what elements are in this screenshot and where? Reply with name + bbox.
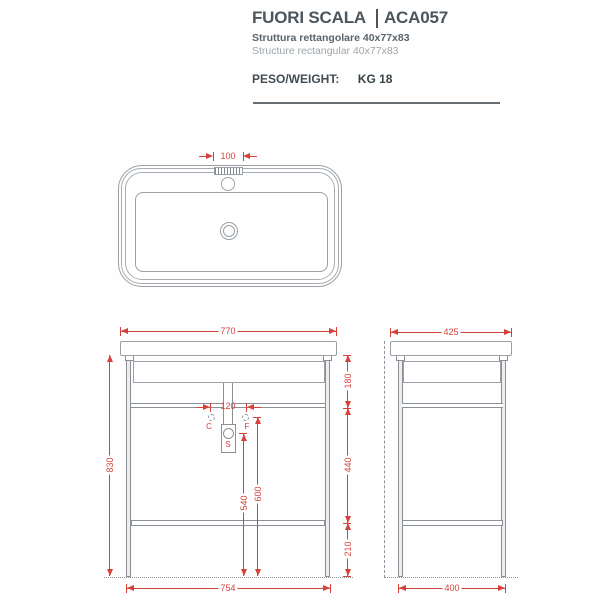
- dim-label: 770: [220, 326, 236, 336]
- dim-label: 540: [238, 495, 249, 511]
- front-sink-slab: [120, 341, 337, 356]
- weight-row: [252, 70, 448, 88]
- product-code: ACA057: [383, 8, 448, 27]
- supply-right-label: F: [244, 422, 250, 431]
- dim-label: 120: [220, 401, 236, 411]
- drain-label: S: [225, 440, 231, 449]
- divider-line: [253, 102, 500, 104]
- side-sink-slab: [390, 341, 512, 356]
- title-separator: [376, 9, 378, 28]
- header: [252, 8, 448, 88]
- faucet-hole: [221, 177, 235, 191]
- side-top-rail: [402, 403, 503, 408]
- page-title: FUORI SCALA: [252, 8, 366, 27]
- weight-label: PESO/WEIGHT:: [252, 72, 340, 86]
- faucet-platform-hatch: [214, 167, 243, 175]
- drain-hole-inner: [223, 225, 235, 237]
- side-sink-body: [403, 361, 501, 383]
- front-sink-body: [133, 361, 325, 383]
- side-shelf-rail: [402, 520, 503, 526]
- supply-hole-right: [242, 414, 249, 421]
- dim-label: 830: [104, 457, 115, 473]
- supply-hole-left: [208, 414, 215, 421]
- dim-label: 440: [342, 457, 353, 473]
- weight-value: KG 18: [357, 72, 393, 86]
- side-floor-line: [384, 577, 518, 578]
- front-right-leg: [325, 360, 330, 577]
- side-right-leg: [501, 360, 506, 577]
- dim-label: 210: [342, 541, 353, 557]
- front-left-leg: [126, 360, 131, 577]
- dim-label: 100: [220, 151, 236, 161]
- title-row: [252, 8, 448, 28]
- subtitle-english: Structure rectangular 40x77x83: [252, 45, 399, 57]
- dim-label: 400: [444, 583, 460, 593]
- dim-label: 600: [252, 486, 263, 502]
- supply-left-label: C: [206, 422, 212, 431]
- side-left-leg: [398, 360, 403, 577]
- wall-hidden-line: [384, 341, 385, 578]
- subtitle-italian: Struttura rettangolare 40x77x83: [252, 32, 410, 44]
- front-floor-line: [104, 577, 353, 578]
- front-shelf-rail: [131, 520, 325, 526]
- drain-trap-opening: [223, 428, 234, 439]
- dim-label: 180: [342, 373, 353, 389]
- dim-label: 754: [220, 583, 236, 593]
- dim-label: 425: [443, 327, 459, 337]
